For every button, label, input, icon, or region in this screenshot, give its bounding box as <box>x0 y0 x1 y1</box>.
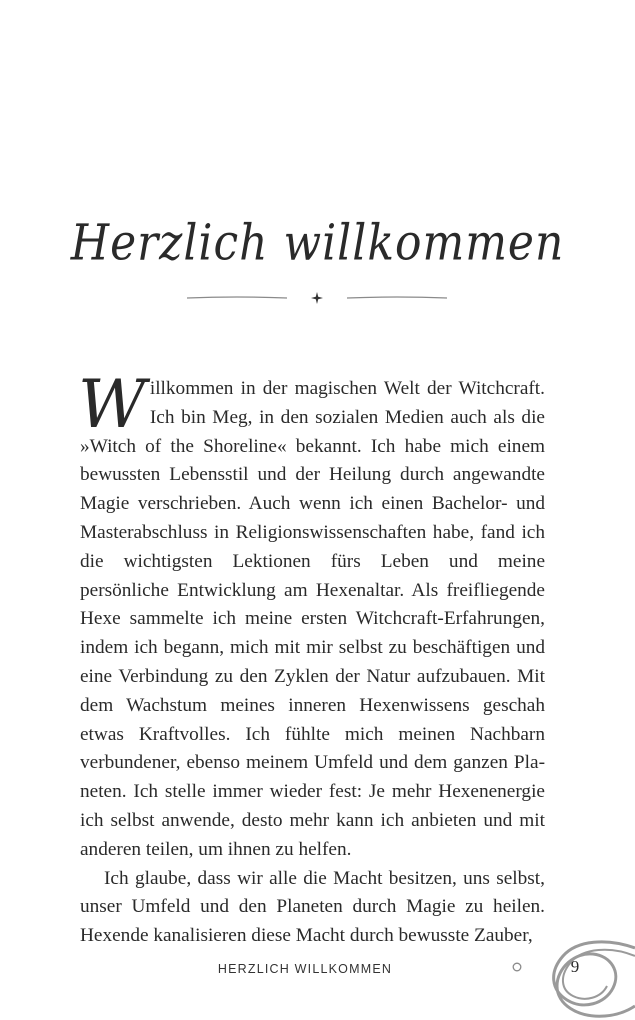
running-head: HERZLICH WILLKOMMEN <box>217 962 393 976</box>
body-text <box>78 366 545 951</box>
paragraph-1 <box>78 366 545 865</box>
dropcap: W <box>78 366 146 443</box>
page-title: Herzlich willkommen <box>70 214 565 273</box>
page-number: 9 <box>570 957 580 976</box>
ornament-star-icon <box>311 292 323 304</box>
paragraph-2: Ich glaube, dass wir alle die Macht besitzen, uns selbst, unser Umfeld und den Planeten durch Magie zu heilen. Hexende kanalisieren diese Macht durch bewusste Zauber, <box>80 867 545 947</box>
title-divider <box>187 290 447 306</box>
paragraph-1-text: illkommen in der magischen Welt der Witchcraft. Ich bin Meg, in den sozialen Medien auch als die »Witch of the Shoreline« bekannt. Ich habe mich einem bewussten Lebensstil und der Heilung durch angewandte Magie verschrieben. Auch wenn ich einen Bachelor- und Masterabschluss in Religionswissenschaften habe, fand ich die wichtigsten Lektionen fürs Leben und meine persönliche Entwicklung am Hexenaltar. Als freifliegende Hexe sammelte ich meine ersten Witchcraft-Erfahrungen, indem ich begann, mich mit mir selbst zu beschäftigen und eine Verbindung zu den Zyklen der Natur aufzubauen. Mit dem Wachstum meines inneren Hexenwissens geschah etwas Kraftvolles. Ich fühlte mich meinen Nachbarn verbundener, ebenso meinem Umfeld und dem ganzen Planeten. Ich stelle immer wieder fest: Je mehr Hexenenergie ich selbst anwende, desto mehr kann ich anbieten und mit anderen teilen, um ihnen zu helfen. <box>80 378 545 860</box>
footer-circle-icon <box>512 962 522 972</box>
